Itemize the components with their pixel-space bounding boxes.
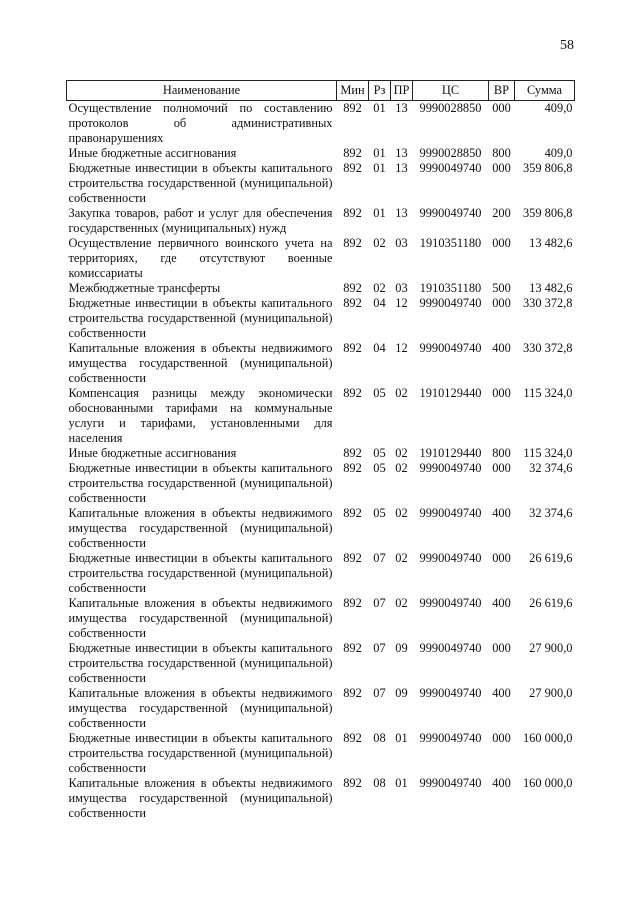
cell-pr: 13 [395,206,408,220]
budget-table [66,80,575,821]
cell-vr: 000 [492,101,511,115]
header-sum: Сумма [515,81,575,101]
cell-rz: 07 [373,596,386,610]
cell-cs: 1910351180 [419,236,482,250]
cell-name: Осуществление полномочий по составлению протоколов об административных правонарушениях [68,101,333,145]
cell-name: Бюджетные инвестиции в объекты капитального строительства государственной (муниципальной) собственности [68,296,333,340]
cell-cs: 9990049740 [419,641,482,655]
cell-sum: 32 374,6 [529,506,573,520]
cell-pr: 13 [395,101,408,115]
header-cs: ЦС [413,81,489,101]
cell-sum: 13 482,6 [529,236,573,250]
cell-name: Капитальные вложения в объекты недвижимого имущества государственной (муниципальной) собственности [68,686,333,730]
cell-pr: 03 [395,236,408,250]
cell-pr: 01 [395,776,408,790]
cell-cs: 9990049740 [419,551,482,565]
cell-name: Капитальные вложения в объекты недвижимого имущества государственной (муниципальной) собственности [68,506,333,550]
cell-rz: 08 [373,731,386,745]
cell-sum: 359 806,8 [522,161,573,175]
cell-name: Бюджетные инвестиции в объекты капитального строительства государственной (муниципальной) собственности [68,731,333,775]
cell-name: Бюджетные инвестиции в объекты капитального строительства государственной (муниципальной) собственности [68,641,333,685]
cell-name: Капитальные вложения в объекты недвижимого имущества государственной (муниципальной) собственности [68,596,333,640]
cell-rz: 01 [373,146,386,160]
cell-pr: 13 [395,161,408,175]
cell-rz: 05 [373,506,386,520]
cell-pr: 09 [395,641,408,655]
cell-vr: 400 [492,776,511,790]
cell-cs: 9990049740 [419,686,482,700]
cell-cs: 9990028850 [419,146,482,160]
cell-cs: 9990049740 [419,161,482,175]
cell-name: Иные бюджетные ассигнования [68,446,237,460]
cell-vr: 000 [492,161,511,175]
cell-pr: 13 [395,146,408,160]
cell-sum: 409,0 [544,101,573,115]
cell-min: 892 [343,101,362,115]
cell-cs: 9990049740 [419,596,482,610]
cell-name: Компенсация разницы между экономически обоснованными тарифами на коммунальные услуги и тарифами, установленными для населения [68,386,333,445]
cell-pr: 12 [395,296,408,310]
cell-rz: 04 [373,341,386,355]
cell-name: Закупка товаров, работ и услуг для обеспечения государственных (муниципальных) нужд [68,206,333,235]
cell-min: 892 [343,641,362,655]
page-number: 58 [560,38,574,53]
cell-pr: 02 [395,446,408,460]
cell-sum: 13 482,6 [529,281,573,295]
table-header-row [67,81,575,101]
cell-sum: 26 619,6 [529,596,573,610]
cell-rz: 02 [373,281,386,295]
cell-sum: 115 324,0 [523,386,573,400]
table-row [67,341,575,386]
cell-pr: 09 [395,686,408,700]
table-row [67,296,575,341]
cell-sum: 27 900,0 [529,686,573,700]
cell-vr: 000 [492,731,511,745]
cell-sum: 359 806,8 [522,206,573,220]
cell-rz: 01 [373,101,386,115]
cell-rz: 05 [373,461,386,475]
cell-cs: 9990049740 [419,341,482,355]
cell-pr: 02 [395,386,408,400]
cell-name: Капитальные вложения в объекты недвижимого имущества государственной (муниципальной) собственности [68,341,333,385]
table-row [67,206,575,236]
cell-name: Капитальные вложения в объекты недвижимого имущества государственной (муниципальной) собственности [68,776,333,820]
cell-cs: 9990049740 [419,506,482,520]
table-row [67,776,575,821]
cell-pr: 03 [395,281,408,295]
cell-rz: 02 [373,236,386,250]
cell-rz: 07 [373,551,386,565]
cell-min: 892 [343,506,362,520]
header-min: Мин [337,81,369,101]
cell-min: 892 [343,281,362,295]
table-row [67,641,575,686]
cell-vr: 400 [492,686,511,700]
table-row [67,446,575,461]
header-rz: Рз [369,81,391,101]
cell-min: 892 [343,551,362,565]
cell-vr: 800 [492,446,511,460]
cell-pr: 01 [395,731,408,745]
cell-cs: 1910129440 [419,446,482,460]
cell-min: 892 [343,341,362,355]
cell-vr: 200 [492,206,511,220]
header-pr: ПР [391,81,413,101]
cell-cs: 1910129440 [419,386,482,400]
cell-name: Бюджетные инвестиции в объекты капитального строительства государственной (муниципальной) собственности [68,551,333,595]
header-name: Наименование [67,81,337,101]
table-row [67,236,575,281]
cell-vr: 800 [492,146,511,160]
table-row [67,281,575,296]
cell-name: Осуществление первичного воинского учета на территориях, где отсутствуют военные комиссариаты [68,236,333,280]
cell-cs: 9990049740 [419,296,482,310]
cell-sum: 115 324,0 [523,446,573,460]
cell-sum: 27 900,0 [529,641,573,655]
cell-pr: 02 [395,596,408,610]
cell-min: 892 [343,731,362,745]
cell-name: Иные бюджетные ассигнования [68,146,237,160]
table-row [67,731,575,776]
cell-min: 892 [343,206,362,220]
cell-vr: 400 [492,341,511,355]
cell-cs: 9990049740 [419,776,482,790]
table-row [67,461,575,506]
cell-rz: 01 [373,161,386,175]
cell-rz: 01 [373,206,386,220]
cell-rz: 08 [373,776,386,790]
cell-pr: 02 [395,551,408,565]
header-vr: ВР [489,81,515,101]
table-row [67,386,575,446]
cell-pr: 02 [395,461,408,475]
cell-sum: 26 619,6 [529,551,573,565]
cell-min: 892 [343,776,362,790]
cell-cs: 9990049740 [419,731,482,745]
cell-min: 892 [343,161,362,175]
cell-rz: 07 [373,686,386,700]
cell-sum: 409,0 [544,146,573,160]
cell-cs: 9990049740 [419,206,482,220]
table-row [67,146,575,161]
cell-name: Бюджетные инвестиции в объекты капитального строительства государственной (муниципальной) собственности [68,461,333,505]
table-row [67,161,575,206]
cell-sum: 330 372,8 [522,341,573,355]
cell-rz: 04 [373,296,386,310]
table-row [67,101,575,147]
cell-rz: 05 [373,386,386,400]
cell-min: 892 [343,686,362,700]
cell-sum: 160 000,0 [522,731,573,745]
cell-vr: 000 [492,386,511,400]
cell-pr: 12 [395,341,408,355]
cell-cs: 9990028850 [419,101,482,115]
cell-min: 892 [343,296,362,310]
cell-cs: 9990049740 [419,461,482,475]
cell-pr: 02 [395,506,408,520]
cell-vr: 000 [492,461,511,475]
cell-min: 892 [343,146,362,160]
cell-vr: 000 [492,236,511,250]
cell-min: 892 [343,461,362,475]
cell-name: Межбюджетные трансферты [68,281,221,295]
table-row [67,596,575,641]
cell-name: Бюджетные инвестиции в объекты капитального строительства государственной (муниципальной) собственности [68,161,333,205]
cell-min: 892 [343,386,362,400]
cell-min: 892 [343,446,362,460]
table-row [67,506,575,551]
cell-vr: 000 [492,641,511,655]
cell-vr: 000 [492,551,511,565]
cell-sum: 330 372,8 [522,296,573,310]
cell-vr: 000 [492,296,511,310]
cell-sum: 32 374,6 [529,461,573,475]
cell-rz: 07 [373,641,386,655]
table-row [67,551,575,596]
cell-sum: 160 000,0 [522,776,573,790]
cell-vr: 500 [492,281,511,295]
cell-vr: 400 [492,506,511,520]
cell-vr: 400 [492,596,511,610]
cell-min: 892 [343,236,362,250]
cell-min: 892 [343,596,362,610]
cell-rz: 05 [373,446,386,460]
table-row [67,686,575,731]
cell-cs: 1910351180 [419,281,482,295]
